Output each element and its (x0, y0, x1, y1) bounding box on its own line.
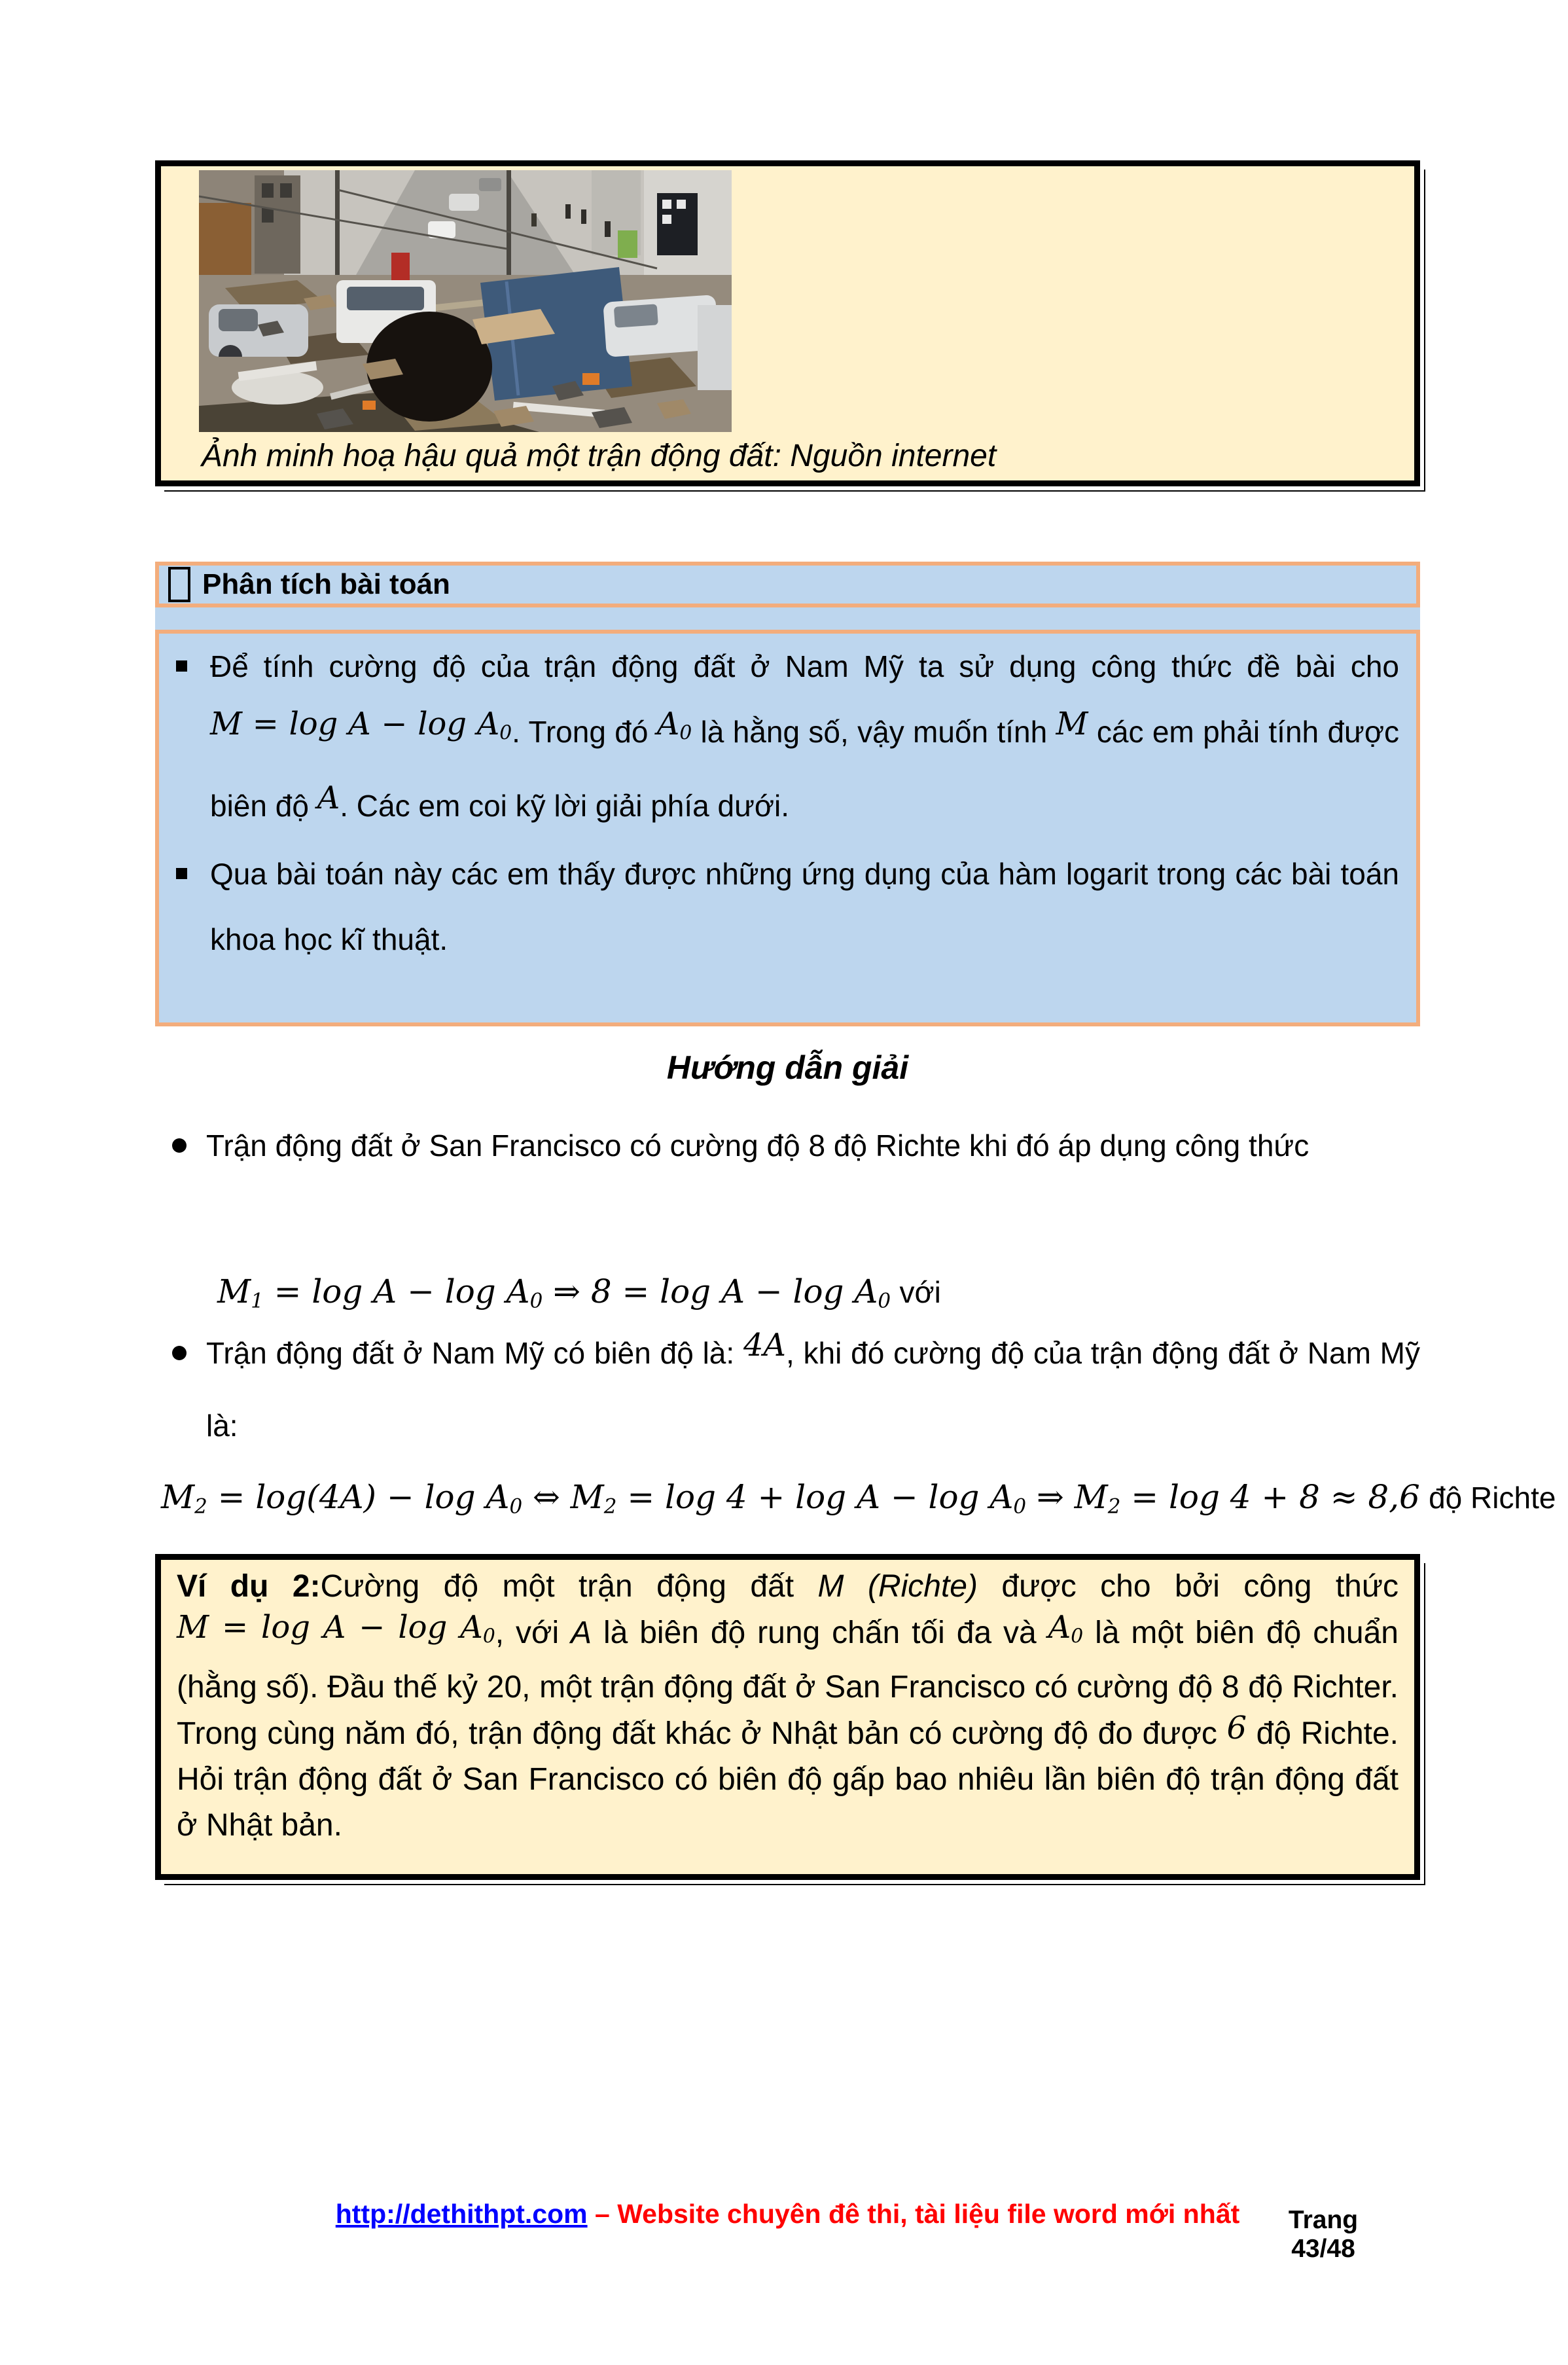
square-bullet-icon (159, 634, 210, 839)
math-segment: M = log A − log A (210, 706, 500, 742)
math-segment: M (217, 1273, 251, 1310)
figure-caption: Ảnh minh hoạ hậu quả một trận động đất: Nguồn internet (202, 439, 997, 473)
math-segment: = log(4A) − log A (207, 1478, 510, 1516)
solution-formula-1 (217, 1269, 941, 1324)
example-box (155, 1554, 1420, 1880)
analysis-bullet-1 (159, 634, 1399, 839)
formula-suffix: độ Richte (1429, 1481, 1556, 1515)
math-segment: = log 4 + 8 ≈ 8,6 (1120, 1478, 1420, 1516)
math-segment: M (161, 1478, 195, 1516)
text-segment: là một biên độ chuẩn (hằng số). Đầu thế kỷ 20, một trận động đất ở San Francisco có cường độ 8 độ Richter. Trong cùng năm đó, trận động đất khác ở Nhật bản có cường độ đo được (177, 1616, 1399, 1752)
text-segment: được cho bởi công thức (977, 1569, 1399, 1604)
footer (155, 2197, 1420, 2231)
math-segment: ⇒ 8 = log A − log A (543, 1273, 878, 1310)
formula-inline (177, 1609, 495, 1646)
formula-display (217, 1273, 891, 1313)
solution-heading: Hướng dẫn giải (666, 1049, 909, 1086)
footer-tagline: Website chuyên đê thi, tài liệu file word mới nhất (617, 2199, 1240, 2229)
math-subscript: 0 (499, 721, 512, 744)
formula-display (161, 1478, 1420, 1519)
page-number (1280, 2206, 1366, 2264)
example-label: Ví dụ 2: (177, 1569, 321, 1604)
website-link[interactable]: http://dethithpt.com (335, 2199, 588, 2229)
math-subscript: 0 (878, 1289, 891, 1313)
italic-segment: A (571, 1616, 592, 1650)
math-subscript: 0 (1071, 1625, 1084, 1648)
text-segment: Cường độ một trận động đất (320, 1569, 818, 1604)
italic-segment: M (Richte) (817, 1569, 978, 1604)
text-segment: , với (495, 1616, 571, 1650)
text-segment: độ Richte. Hỏi trận động đất ở San Francisco có biên độ gấp bao nhiêu lần biên độ trận động đất ở Nhật bản. (177, 1716, 1399, 1843)
text-segment: . Các em coi kỹ lời giải phía dưới. (340, 789, 790, 823)
solution-bullet-2-text (206, 1317, 1420, 1462)
solution-bullet-1-text: Trận động đất ở San Francisco có cường độ 8 độ Richte khi đó áp dụng công thức (206, 1128, 1310, 1163)
math-subscript: 0 (1013, 1494, 1027, 1519)
figure-box (155, 160, 1420, 486)
formula-inline: M (1056, 706, 1088, 742)
math-subscript: 0 (679, 721, 692, 744)
formula-suffix: với (899, 1275, 941, 1309)
math-segment: = log 4 + log A − log A (616, 1478, 1014, 1516)
text-segment: Để tính cường độ của trận động đất ở Nam Mỹ ta sử dụng công thức đề bài cho (210, 649, 1399, 683)
footer-text (277, 2197, 1298, 2231)
analysis-spacer (155, 607, 1420, 630)
formula-inline (1048, 1609, 1084, 1646)
text-segment: . Trong đó (512, 715, 657, 749)
analysis-bullet-2-text: Qua bài toán này các em thấy được những ứng dụng của hàm logarit trong các bài toán khoa học kĩ thuật. (210, 857, 1399, 957)
square-bullet-icon (159, 841, 210, 972)
analysis-title: Phân tích bài toán (202, 568, 450, 600)
text-segment: là hằng số, vậy muốn tính (692, 715, 1056, 749)
round-bullet-icon (155, 1110, 206, 1182)
math-segment: A (1048, 1609, 1071, 1646)
footer-separator: – (587, 2199, 618, 2229)
analysis-bullet-1-text (210, 634, 1399, 839)
solution-bullet-2 (155, 1317, 1420, 1462)
formula-inline: A (317, 780, 340, 817)
round-bullet-icon (155, 1317, 206, 1462)
text-segment: , khi đó cường độ của trận động đất ở Nam Mỹ là: (206, 1336, 1420, 1443)
text-segment: Trận động đất ở Nam Mỹ có biên độ là: (206, 1336, 743, 1370)
formula-inline (657, 706, 692, 742)
page-number-value: 43/48 (1291, 2235, 1355, 2263)
solution-bullet-1 (155, 1110, 1420, 1182)
math-segment: = log A − log A (263, 1273, 530, 1310)
formula-inline (210, 706, 512, 742)
formula-inline: 4A (743, 1327, 786, 1363)
math-segment: M = log A − log A (177, 1609, 483, 1646)
text-segment: các em phải tính được biên độ (210, 715, 1400, 823)
solution-formula-2 (161, 1474, 1556, 1530)
math-subscript: 0 (509, 1494, 523, 1519)
formula-inline: 6 (1226, 1710, 1247, 1747)
math-segment: ⇔ M (522, 1478, 604, 1516)
math-subscript: 2 (603, 1494, 617, 1519)
math-subscript: 0 (482, 1625, 495, 1648)
math-subscript: 2 (1107, 1494, 1121, 1519)
earthquake-photo (199, 170, 732, 432)
math-subscript: 1 (251, 1289, 264, 1313)
math-segment: A (656, 706, 680, 742)
math-subscript: 0 (529, 1289, 543, 1313)
analysis-bullet-2 (159, 841, 1399, 972)
analysis-body (155, 630, 1420, 1026)
math-segment: ⇒ M (1026, 1478, 1108, 1516)
missing-glyph-box-icon (168, 567, 190, 602)
page-number-label: Trang (1288, 2206, 1359, 2234)
math-subscript: 2 (194, 1494, 207, 1519)
analysis-header (155, 562, 1420, 607)
text-segment: là biên độ rung chấn tối đa và (592, 1616, 1048, 1650)
